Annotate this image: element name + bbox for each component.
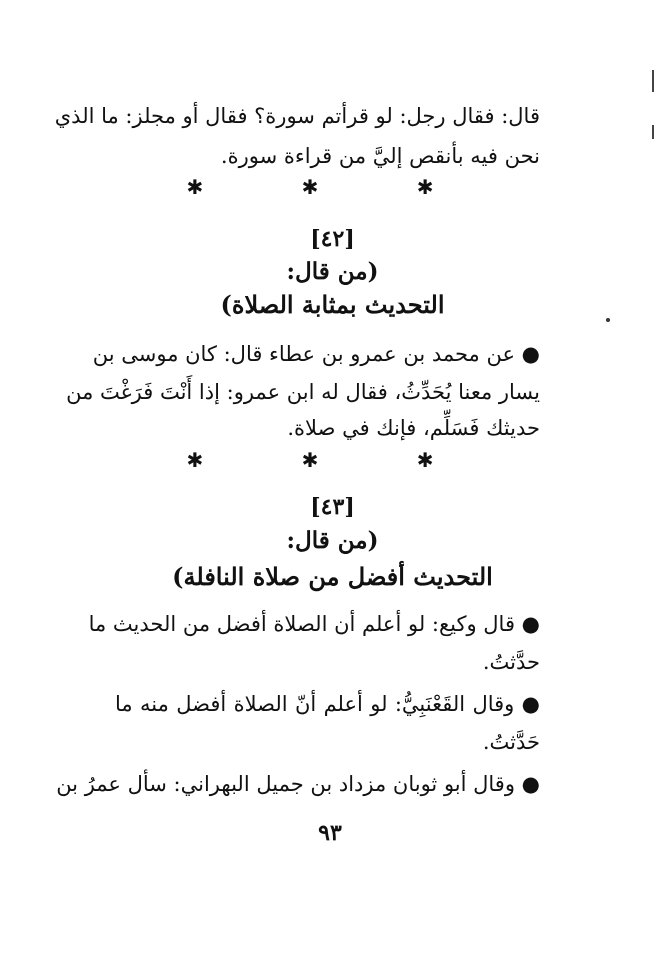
page-number: ٩٣ bbox=[318, 820, 342, 846]
section-number: [٤٣] bbox=[310, 494, 355, 520]
section43-item1-line-2: حدَّثتُ. bbox=[482, 650, 540, 674]
section42-line-2: يسار معنا يُحَدِّثُ، فقال له ابن عمرو: إذا أَنْتَ فَرَغْتَ من bbox=[66, 380, 540, 404]
section-number: [٤٢] bbox=[310, 226, 355, 252]
section-separator bbox=[0, 448, 660, 472]
section-separator bbox=[0, 175, 660, 199]
section43-item2-line-1: ● وقال القَعْنَبِيُّ: لو أعلم أنّ الصلاة أفضل منه ما bbox=[115, 692, 540, 716]
section-who-said: (من قال: bbox=[286, 258, 379, 285]
section-who-said: (من قال: bbox=[286, 527, 379, 554]
separator-star: ✱ bbox=[301, 448, 359, 472]
top-paragraph-line-2: نحن فيه بأنقص إليَّ من قراءة سورة. bbox=[220, 144, 540, 168]
section42-line-3: حديثك فَسَلِّم، فإنك في صلاة. bbox=[287, 416, 540, 440]
stray-dot bbox=[606, 318, 610, 322]
separator-star: ✱ bbox=[186, 448, 244, 472]
separator-star: ✱ bbox=[416, 448, 474, 472]
separator-star: ✱ bbox=[301, 175, 359, 199]
separator-star: ✱ bbox=[416, 175, 474, 199]
section43-item1-line-1: ● قال وكيع: لو أعلم أن الصلاة أفضل من الحديث ما bbox=[88, 612, 540, 636]
section43-item3-line-1: ● وقال أبو ثوبان مزداد بن جميل البهراني: سأل عمرُ بن bbox=[56, 772, 540, 796]
section42-line-1: ● عن محمد بن عمرو بن عطاء قال: كان موسى بن bbox=[92, 342, 540, 366]
top-paragraph-line-1: قال: فقال رجل: لو قرأتم سورة؟ فقال أو مجلز: ما الذي bbox=[54, 104, 540, 128]
section-title: التحديث بمثابة الصلاة) bbox=[220, 290, 445, 319]
page-edge-mark bbox=[652, 70, 654, 92]
section-title: التحديث أفضل من صلاة النافلة) bbox=[172, 562, 493, 591]
page-edge-mark bbox=[652, 125, 654, 139]
section43-item2-line-2: حَدَّثتُ. bbox=[482, 730, 540, 754]
separator-star: ✱ bbox=[186, 175, 244, 199]
